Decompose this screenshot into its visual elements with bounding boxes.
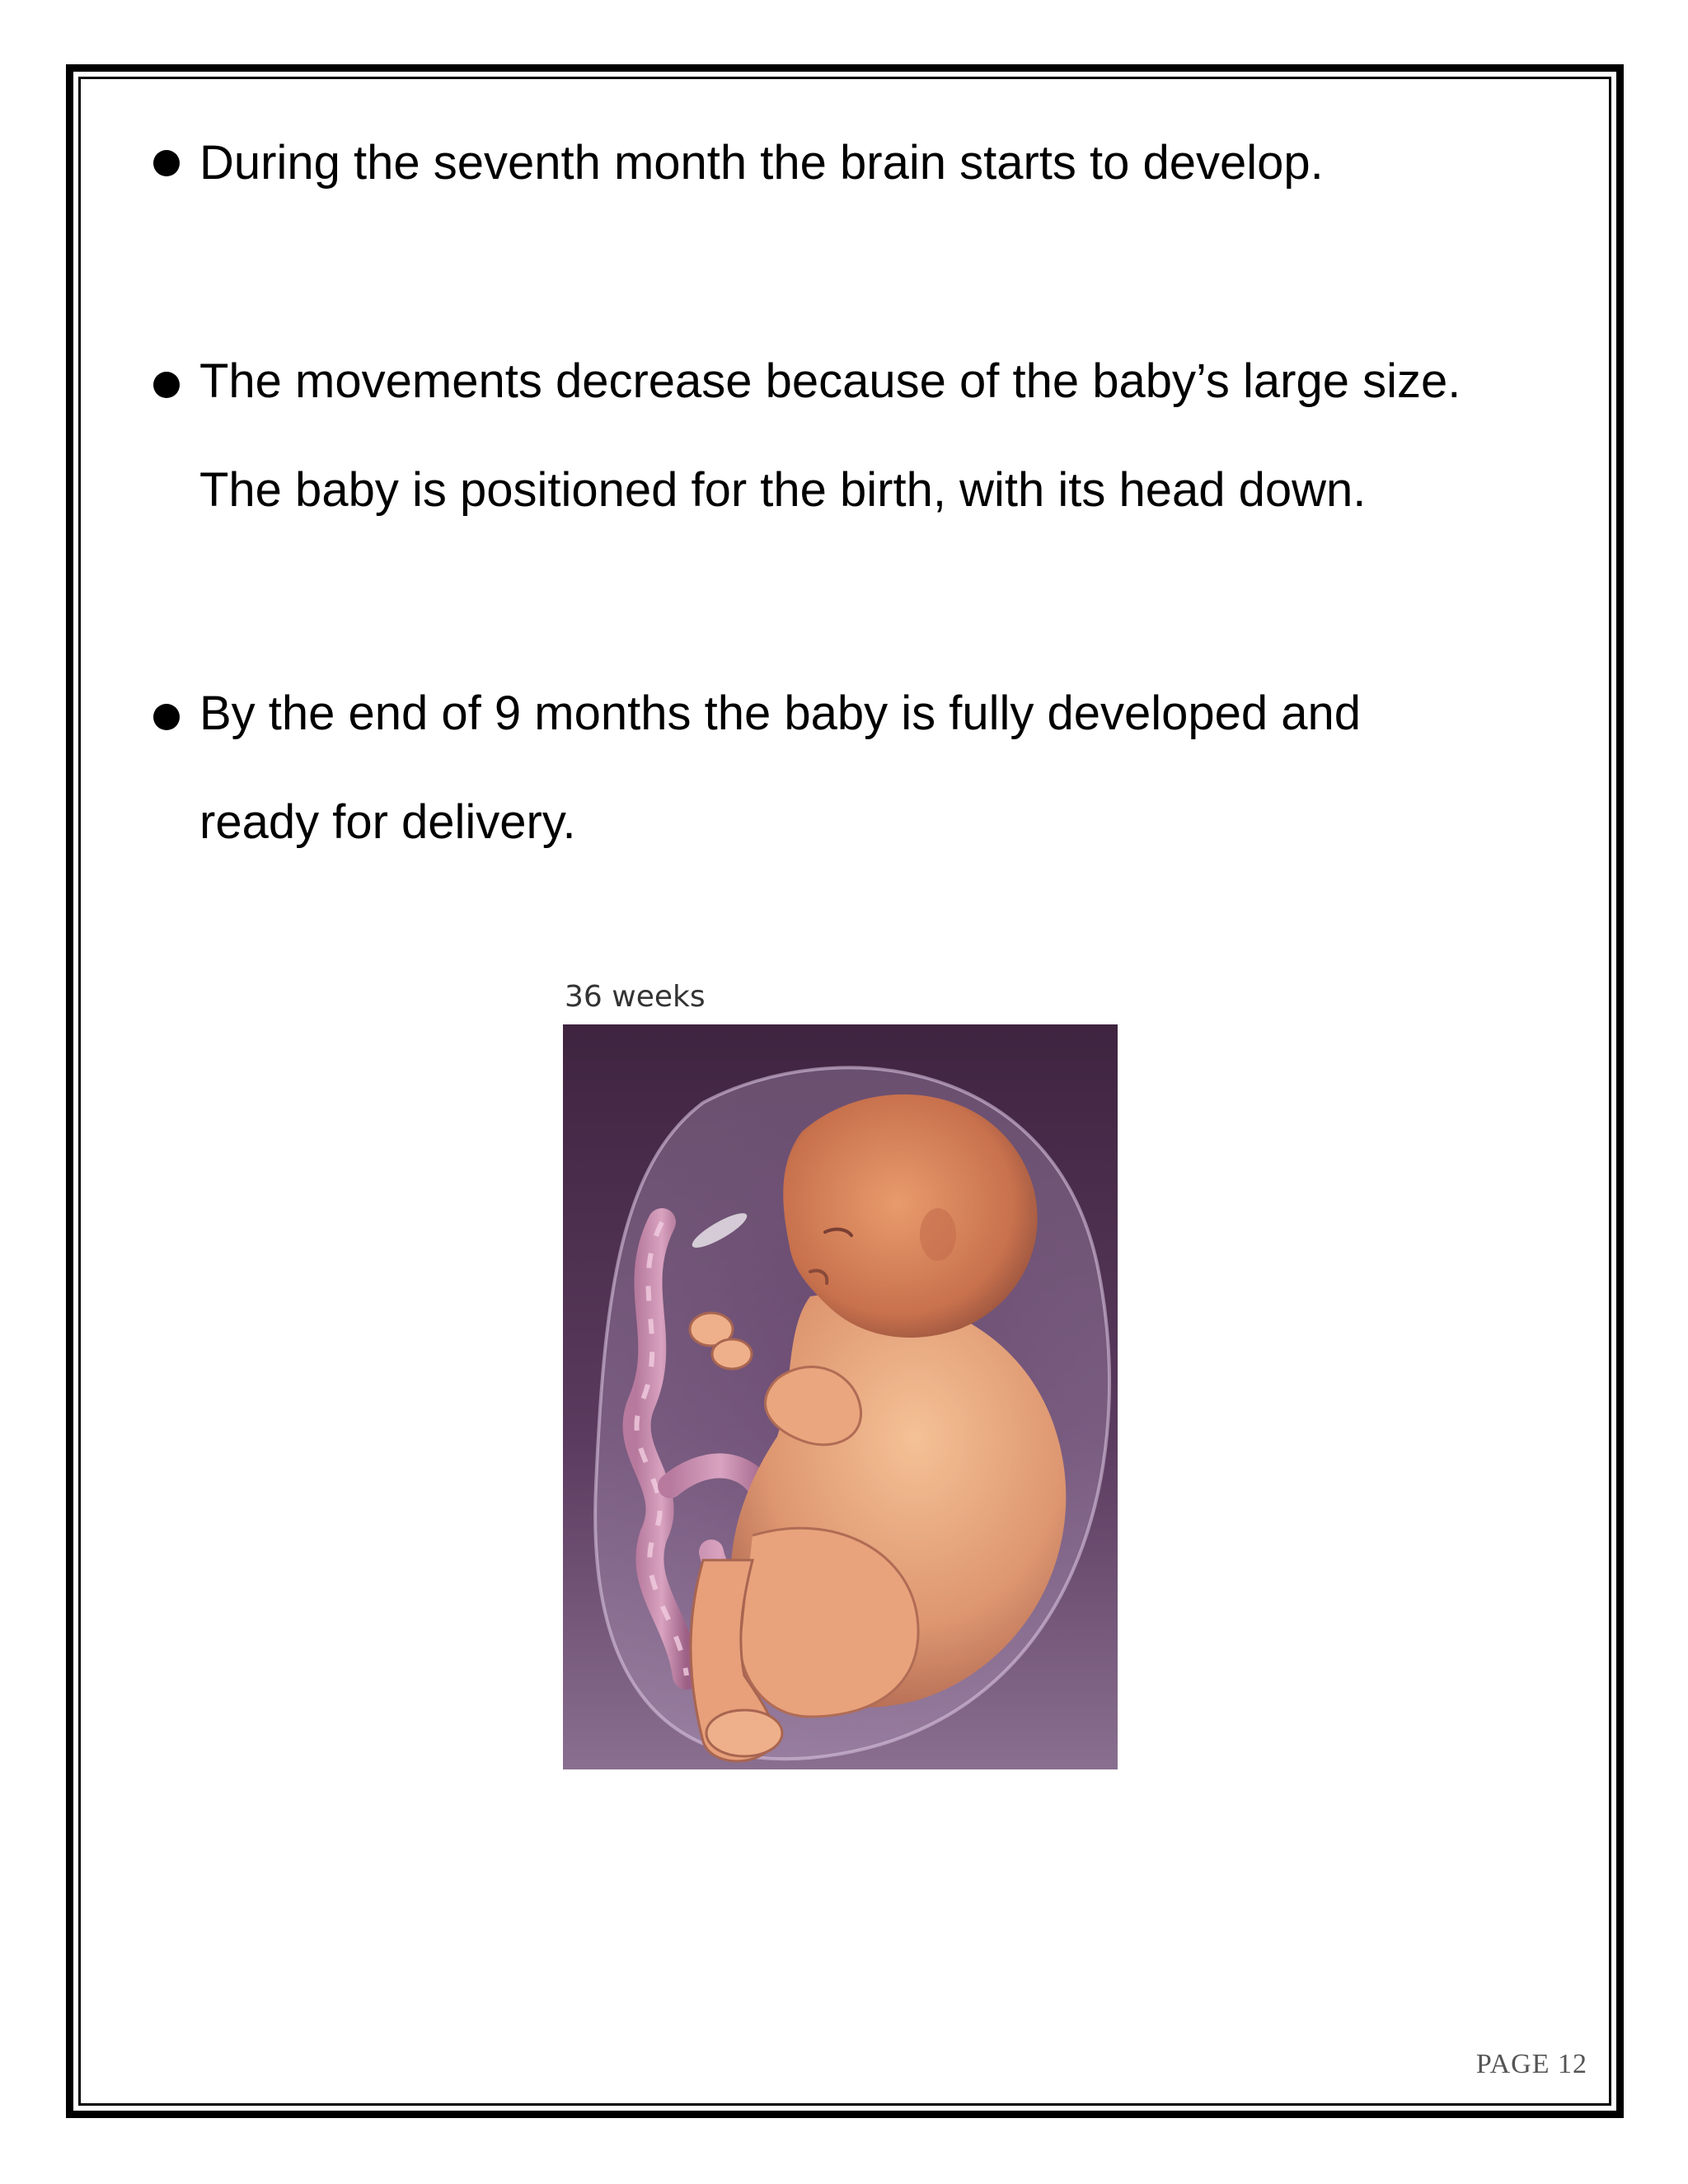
bullet-line: The movements decrease because of the baby’s large size.	[199, 354, 1461, 408]
bullet-line: By the end of 9 months the baby is fully developed and	[199, 687, 1362, 740]
bullet-icon	[153, 150, 180, 176]
page-number: PAGE 12	[1475, 2049, 1587, 2079]
fetus-illustration	[563, 1024, 1118, 1769]
bullet-line: The baby is positioned for the birth, with its head down.	[199, 463, 1367, 517]
fetus-figure	[563, 977, 1118, 1769]
bullet-text	[199, 659, 1361, 877]
bullet-icon	[153, 704, 180, 730]
bullet-icon	[153, 372, 180, 398]
bullet-text	[199, 109, 1324, 218]
bullet-text	[199, 327, 1461, 545]
figure-caption: 36 weeks	[565, 980, 706, 1014]
bullet-line: During the seventh month the brain starts to develop.	[199, 136, 1324, 190]
bullet-line: ready for delivery.	[199, 795, 576, 849]
